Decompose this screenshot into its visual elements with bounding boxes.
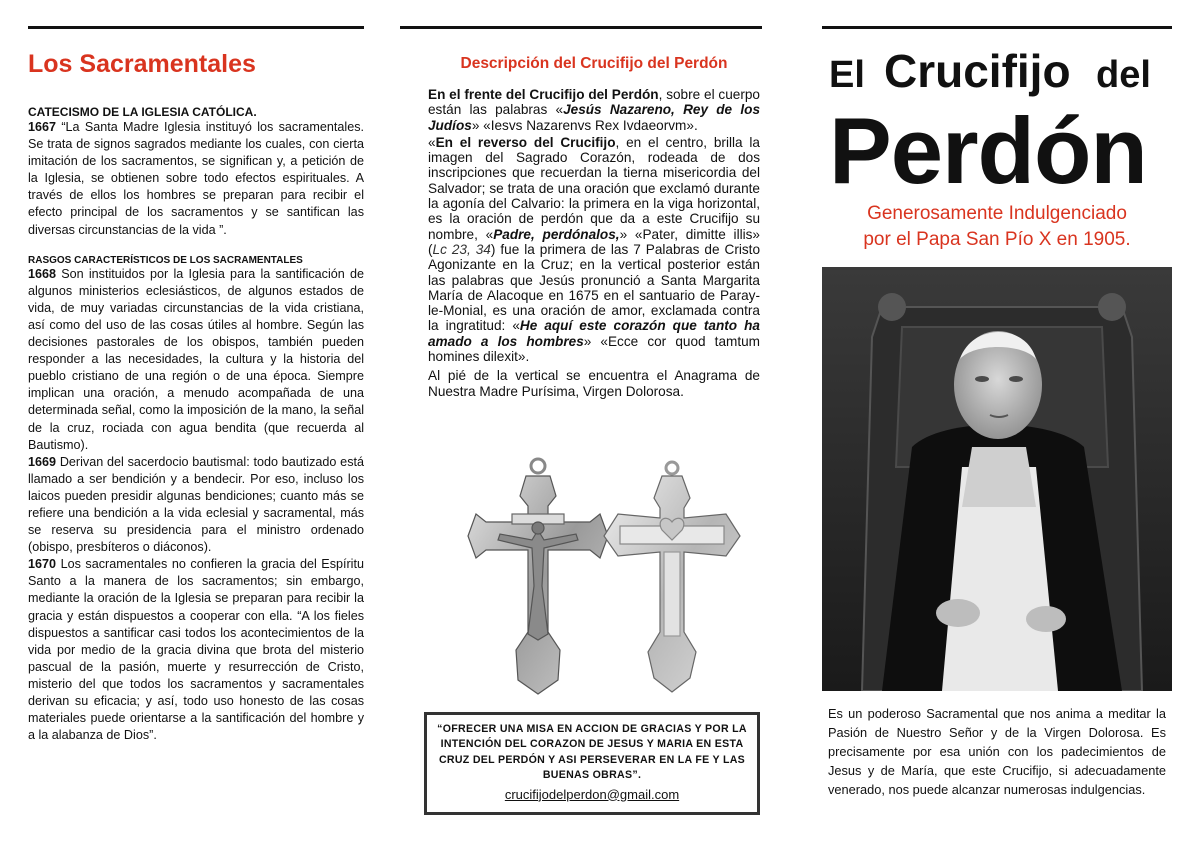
paragraph-1668 bbox=[28, 266, 364, 454]
paragraph-1669 bbox=[28, 454, 364, 557]
text-run: « bbox=[428, 134, 436, 150]
catechism-heading: CATECISMO DE LA IGLESIA CATÓLICA. bbox=[28, 105, 257, 119]
paragraph-number: 1670 bbox=[28, 557, 57, 572]
crucifix-front-back-image bbox=[440, 456, 750, 696]
top-rule-left bbox=[28, 26, 364, 29]
anagram-description: Al pié de la vertical se encuentra el Anagrama de Nuestra Madre Purísima, Virgen Dolorosa. bbox=[428, 368, 760, 399]
top-rule-right bbox=[822, 26, 1172, 29]
indulgence-subtitle bbox=[822, 201, 1172, 253]
paragraph-text: Derivan del sacerdocio bautismal: todo bautizado está llamado a ser bendición y a bendecir. Por eso, incluso los laicos pueden presidir algunas bendiciones; cuanto más se refiere una bendición a la vida eclesial y sacramental, más se reserva su presidencia para el ministro ordenado (obispo, presbíteros o diáconos). bbox=[28, 454, 364, 555]
text-run: » «Iesvs Nazarenvs Rex Ivdaeorvm». bbox=[471, 117, 698, 133]
contact-email-link[interactable]: crucifijodelperdon@gmail.com bbox=[504, 786, 680, 802]
title-del: del bbox=[1096, 54, 1151, 96]
gospel-reference: Lc 23, 34 bbox=[432, 241, 491, 257]
text-run: , en el centro, brilla la imagen del Sagrado Corazón, rodeada de dos inscripciones que recuerdan la tierna misericordia del Salvador; se trata de una oración que exclamó durante la agonía del Calvario: la primera en la viga horizontal, es la oración de perdón que da a este Crucifijo su nombre, « bbox=[428, 134, 760, 242]
column-description bbox=[428, 55, 760, 399]
text-run: ) fue la primera de las 7 Palabras de Cristo Agonizante en la Cruz; en la vertical posterior están las palabras que Jesús pronunció a Santa Margarita María de Alacoque en 1675 en el santuario de Paray-le-Monial, es una oración de amor, exclamada contra la ingratitud: « bbox=[428, 241, 760, 334]
paragraph-1670 bbox=[28, 556, 364, 744]
reverse-label: En el reverso del Crucifijo bbox=[435, 134, 616, 150]
paragraph-text: Son instituidos por la Iglesia para la santificación de algunos ministerios eclesiásticos, de algunos estados de vida, de muy variadas circunstancias de la vida cristiana, así como del uso de las cosas útiles al hombre. Según las decisiones pastorales de los obispos, también pueden responder a las necesidades, la cultura y la historia del pueblo cristiano de una región o de una época. Siempre implican una oración, a menudo acompañada de una determinada señal, como la imposición de la mano, la señal de la cruz, rociada con agua bendita (que recuerda al Bautismo). bbox=[28, 266, 364, 452]
subtitle-line: por el Papa San Pío X en 1905. bbox=[863, 229, 1131, 250]
inscription-corazon: He aquí este corazón que tanto ha amado a los hombres bbox=[428, 318, 760, 349]
front-description bbox=[428, 87, 760, 133]
top-rule-middle bbox=[400, 26, 762, 29]
text-run: » «Ecce cor quod tamtum homines dilexit». bbox=[428, 333, 760, 365]
text-run: , sobre el cuerpo están las palabras « bbox=[428, 87, 760, 118]
title-block bbox=[822, 40, 1172, 102]
crucifix-back bbox=[604, 462, 740, 692]
paragraph-number: 1668 bbox=[28, 266, 57, 281]
offering-quote: “OFRECER UNA MISA EN ACCION DE GRACIAS Y POR LA INTENCIÓN DEL CORAZON DE JESUS Y MARIA EN ESTA CRUZ DEL PERDÓN Y ASI PERSEVERAR EN LA FE Y LAS BUENAS OBRAS”. bbox=[437, 723, 747, 782]
title-crucifijo: Crucifijo bbox=[884, 45, 1071, 97]
paragraph-number: 1669 bbox=[28, 454, 57, 469]
paragraph-text: Los sacramentales no confieren la gracia del Espíritu Santo a la manera de los sacramentos; sin embargo, mediante la oración de la Iglesia se preparan para recibir la gracia y están dispuestos a cooperar con ella. “A los fieles dispuestos a santificar casi todos los acontecimientos de la vida por medio de la gracia divina que brota del misterio pascual de la pasión, muerte y resurrección de Cristo, misterio del que todos los sacramentos y sacramentales derivan su eficacia; y así, todo uso honesto de las cosas materiales puede orientarse a la santificación del hombre y a la alabanza de Dios”. bbox=[28, 557, 364, 743]
reverse-description bbox=[428, 135, 760, 364]
crucifix-front bbox=[468, 459, 608, 694]
subtitle-line: Generosamente Indulgenciado bbox=[867, 203, 1127, 224]
paragraph-text: “La Santa Madre Iglesia instituyó los sacramentales. Se trata de signos sagrados mediante los cuales, con cierta imitación de los sacramentos, se significan y, a petición de la Iglesia, se obtienen sobre todo efectos espirituales. A través de ellos los hombres se preparan para recibir el efecto principal de los sacramentos y se santifican las diversas circunstancias de la vida ”. bbox=[28, 120, 364, 237]
title-perdon: Perdón bbox=[829, 98, 1147, 203]
inscription-padre: Padre, perdónalos, bbox=[493, 226, 620, 242]
pope-portrait-illustration bbox=[822, 267, 1172, 691]
title-el: El bbox=[829, 54, 865, 96]
offering-quote-box bbox=[424, 712, 760, 815]
pope-portrait-photo bbox=[822, 267, 1172, 691]
front-label: En el frente del Crucifijo del Perdón bbox=[428, 87, 659, 102]
paragraph-number: 1667 bbox=[28, 120, 57, 134]
section-title-sacramentales: Los Sacramentales bbox=[28, 50, 256, 78]
inscription-jesus: Jesús Nazareno, Rey de los Judíos bbox=[428, 102, 761, 133]
text-run: » «Pater, dimitte illis» ( bbox=[428, 226, 760, 257]
section-title-description: Descripción del Crucifijo del Perdón bbox=[460, 55, 728, 72]
column-sacramentales bbox=[28, 50, 364, 744]
characteristics-heading: RASGOS CARACTERÍSTICOS DE LOS SACRAMENTALES bbox=[28, 254, 303, 266]
crucifix-caption: Es un poderoso Sacramental que nos anima a meditar la Pasión de Nuestro Señor y de la Virgen Dolorosa. Es precisamente por esa unión con los padecimientos de Jesus y de María, que este Crucifijo, si adecuadamente venerado, nos puede alcanzar numerosas indulgencias. bbox=[828, 706, 1166, 797]
paragraph-1667 bbox=[28, 119, 364, 239]
